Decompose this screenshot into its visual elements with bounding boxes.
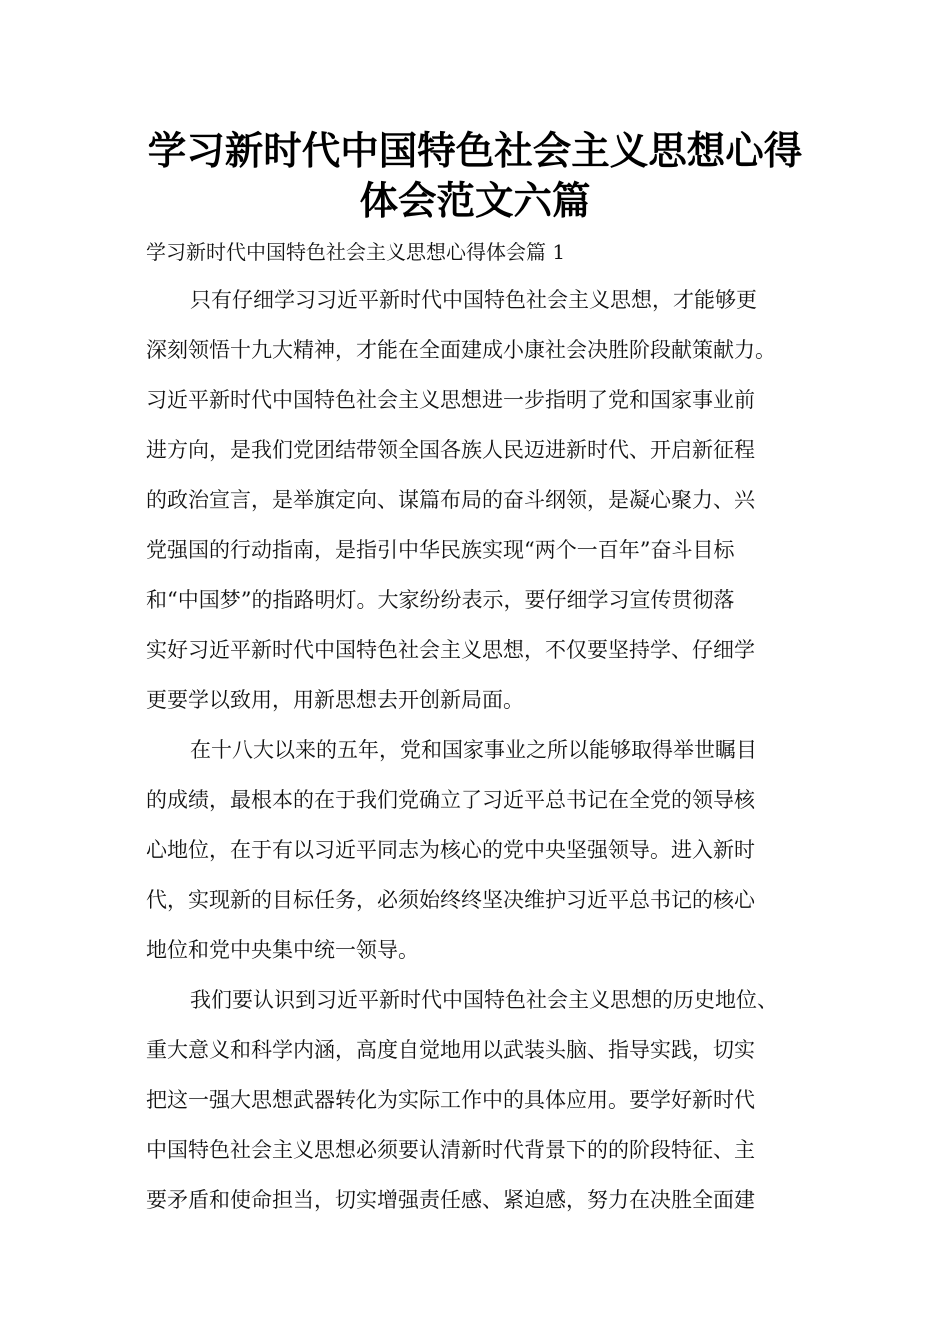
body-line: 重大意义和科学内涵，高度自觉地用以武装头脑、指导实践，切实 — [146, 1038, 755, 1062]
body-line: 深刻领悟十九大精神，才能在全面建成小康社会决胜阶段献策献力。 — [146, 338, 776, 362]
body-line: 地位和党中央集中统一领导。 — [146, 938, 419, 962]
body-line: 我们要认识到习近平新时代中国特色社会主义思想的历史地位、 — [190, 988, 778, 1012]
body-line: 实好习近平新时代中国特色社会主义思想，不仅要坚持学、仔细学 — [146, 638, 755, 662]
body-line: 要矛盾和使命担当，切实增强责任感、紧迫感，努力在决胜全面建 — [146, 1188, 755, 1212]
body-line: 心地位，在于有以习近平同志为核心的党中央坚强领导。进入新时 — [146, 838, 755, 862]
body-line: 只有仔细学习习近平新时代中国特色社会主义思想，才能够更 — [190, 288, 757, 312]
body-line: 的成绩，最根本的在于我们党确立了习近平总书记在全党的领导核 — [146, 788, 755, 812]
body-line: 代，实现新的目标任务，必须始终终坚决维护习近平总书记的核心 — [146, 888, 755, 912]
body-line: 党强国的行动指南，是指引中华民族实现“两个一百年”奋斗目标 — [146, 538, 735, 562]
body-line: 习近平新时代中国特色社会主义思想进一步指明了党和国家事业前 — [146, 388, 755, 412]
body-line: 进方向，是我们党团结带领全国各族人民迈进新时代、开启新征程 — [146, 438, 755, 462]
body-line: 更要学以致用，用新思想去开创新局面。 — [146, 688, 524, 712]
document-title-line-2: 体会范文六篇 — [359, 179, 591, 224]
body-line: 和“中国梦”的指路明灯。大家纷纷表示，要仔细学习宣传贯彻落 — [146, 588, 735, 612]
body-line: 的政治宣言，是举旗定向、谋篇布局的奋斗纲领，是凝心聚力、兴 — [146, 488, 755, 512]
section-heading: 学习新时代中国特色社会主义思想心得体会篇 1 — [146, 240, 566, 264]
body-line: 把这一强大思想武器转化为实际工作中的具体应用。要学好新时代 — [146, 1088, 755, 1112]
body-line: 在十八大以来的五年，党和国家事业之所以能够取得举世瞩目 — [190, 738, 757, 762]
document-title-line-1: 学习新时代中国特色社会主义思想心得 — [147, 129, 803, 174]
body-line: 中国特色社会主义思想必须要认清新时代背景下的的阶段特征、主 — [146, 1138, 755, 1162]
